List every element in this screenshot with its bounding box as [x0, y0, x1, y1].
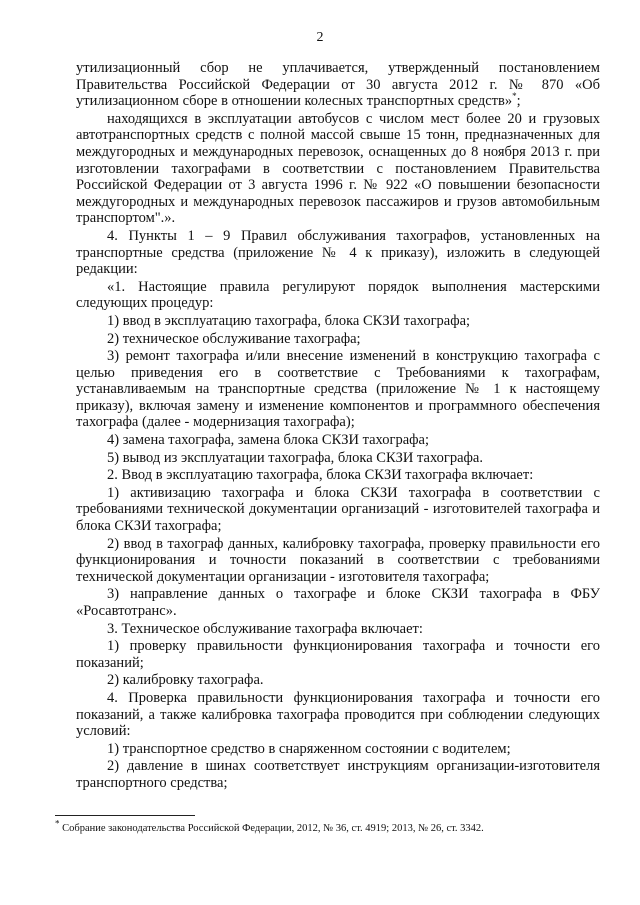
- paragraph: [76, 621, 600, 638]
- paragraph: [76, 672, 600, 689]
- footnote: [55, 818, 600, 835]
- paragraph-text: 4. Проверка правильности функционирования тахографа и точности его показаний, а также калибровка тахографа проводится при соблюдении следующих условий:: [76, 689, 600, 740]
- paragraph: [76, 313, 600, 330]
- paragraph: [76, 741, 600, 758]
- paragraph: [76, 450, 600, 467]
- paragraph-text: 4) замена тахографа, замена блока СКЗИ тахографа;: [107, 432, 429, 449]
- paragraph: [76, 485, 600, 535]
- paragraph-text: 3) направление данных о тахографе и блоке СКЗИ тахографа в ФБУ «Росавтотранс».: [76, 586, 600, 619]
- paragraph-text: 2) техническое обслуживание тахографа;: [107, 330, 361, 347]
- paragraph: [76, 348, 600, 431]
- paragraph-text: 3. Техническое обслуживание тахографа включает:: [107, 620, 423, 637]
- paragraph: [76, 111, 600, 227]
- paragraph-text: 1) транспортное средство в снаряженном состоянии с водителем;: [107, 740, 511, 757]
- paragraph-text: 2) давление в шинах соответствует инструкциям организации-изготовителя транспортного средства;: [76, 758, 600, 791]
- footnote-text: Собрание законодательства Российской Федерации, 2012, № 36, ст. 4919; 2013, № 26, ст. 3342.: [59, 823, 484, 834]
- paragraph: [76, 432, 600, 449]
- paragraph: [76, 60, 600, 110]
- paragraph: [76, 467, 600, 484]
- paragraph-text: 1) проверку правильности функционирования тахографа и точности его показаний;: [76, 638, 600, 671]
- paragraph: [76, 536, 600, 586]
- paragraph: [76, 690, 600, 740]
- paragraph-text: 2) ввод в тахограф данных, калибровку тахографа, проверку правильности его функционирования и точности показаний в соответствии с требованиями технической документации организации - изготовителя тахографа;: [76, 535, 600, 585]
- paragraph-text: 1) активизацию тахографа и блока СКЗИ тахографа в соответствии с требованиями технической документации организаций - изготовителей тахографа и блока СКЗИ тахографа;: [76, 484, 600, 535]
- paragraph-text: «1. Настоящие правила регулируют порядок выполнения мастерскими следующих процедур:: [76, 278, 600, 312]
- paragraph: [76, 758, 600, 791]
- paragraph-tail: ;: [516, 93, 521, 110]
- paragraph: [76, 586, 600, 619]
- paragraph-text: 3) ремонт тахографа и/или внесение изменений в конструкцию тахографа с целью приведения его в соответствие с Требованиями к тахографам, устанавливаемым на транспортные средства (приложение № 1 к настоящему приказу), включая замену и изменение компонентов и программного обеспечения тахографа (далее - модернизация тахографа);: [76, 348, 600, 431]
- paragraph-text: 4. Пункты 1 – 9 Правил обслуживания тахографов, установленных на транспортные средства (приложение № 4 к приказу), изложить в следующей редакции:: [76, 227, 600, 278]
- footnote-ref: *: [512, 91, 517, 102]
- document-body: [76, 60, 600, 793]
- page-number: 2: [316, 30, 324, 45]
- paragraph: [76, 331, 600, 348]
- paragraph: [76, 279, 600, 312]
- paragraph: [76, 228, 600, 278]
- paragraph: [76, 638, 600, 671]
- paragraph-text: утилизационный сбор не уплачивается, утвержденный постановлением Правительства Российской Федерации от 30 августа 2012 г. № 870 «Об утилизационном сборе в отношении колесных транспортных средств»: [76, 60, 600, 110]
- paragraph-text: 1) ввод в эксплуатацию тахографа, блока СКЗИ тахографа;: [107, 312, 471, 329]
- footnote-separator: [55, 815, 195, 816]
- paragraph-text: 2. Ввод в эксплуатацию тахографа, блока СКЗИ тахографа включает:: [107, 467, 534, 484]
- paragraph-text: 5) вывод из эксплуатации тахографа, блока СКЗИ тахографа.: [107, 449, 483, 466]
- footnote-mark: *: [55, 818, 60, 829]
- paragraph-text: находящихся в эксплуатации автобусов с числом мест более 20 и грузовых автотранспортных средств с полной массой свыше 15 тонн, предназначенных для междугородных и международных перевозок, оснащенных до 8 ноября 2013 г. при изготовлении тахографами в соответствии с постановлением Правительства Российской Федерации от 3 августа 1996 г. № 922 «О повышении безопасности междугородных и международных перевозок пассажиров и грузов автомобильным транспортом".».: [76, 110, 600, 227]
- paragraph-text: 2) калибровку тахографа.: [107, 672, 264, 689]
